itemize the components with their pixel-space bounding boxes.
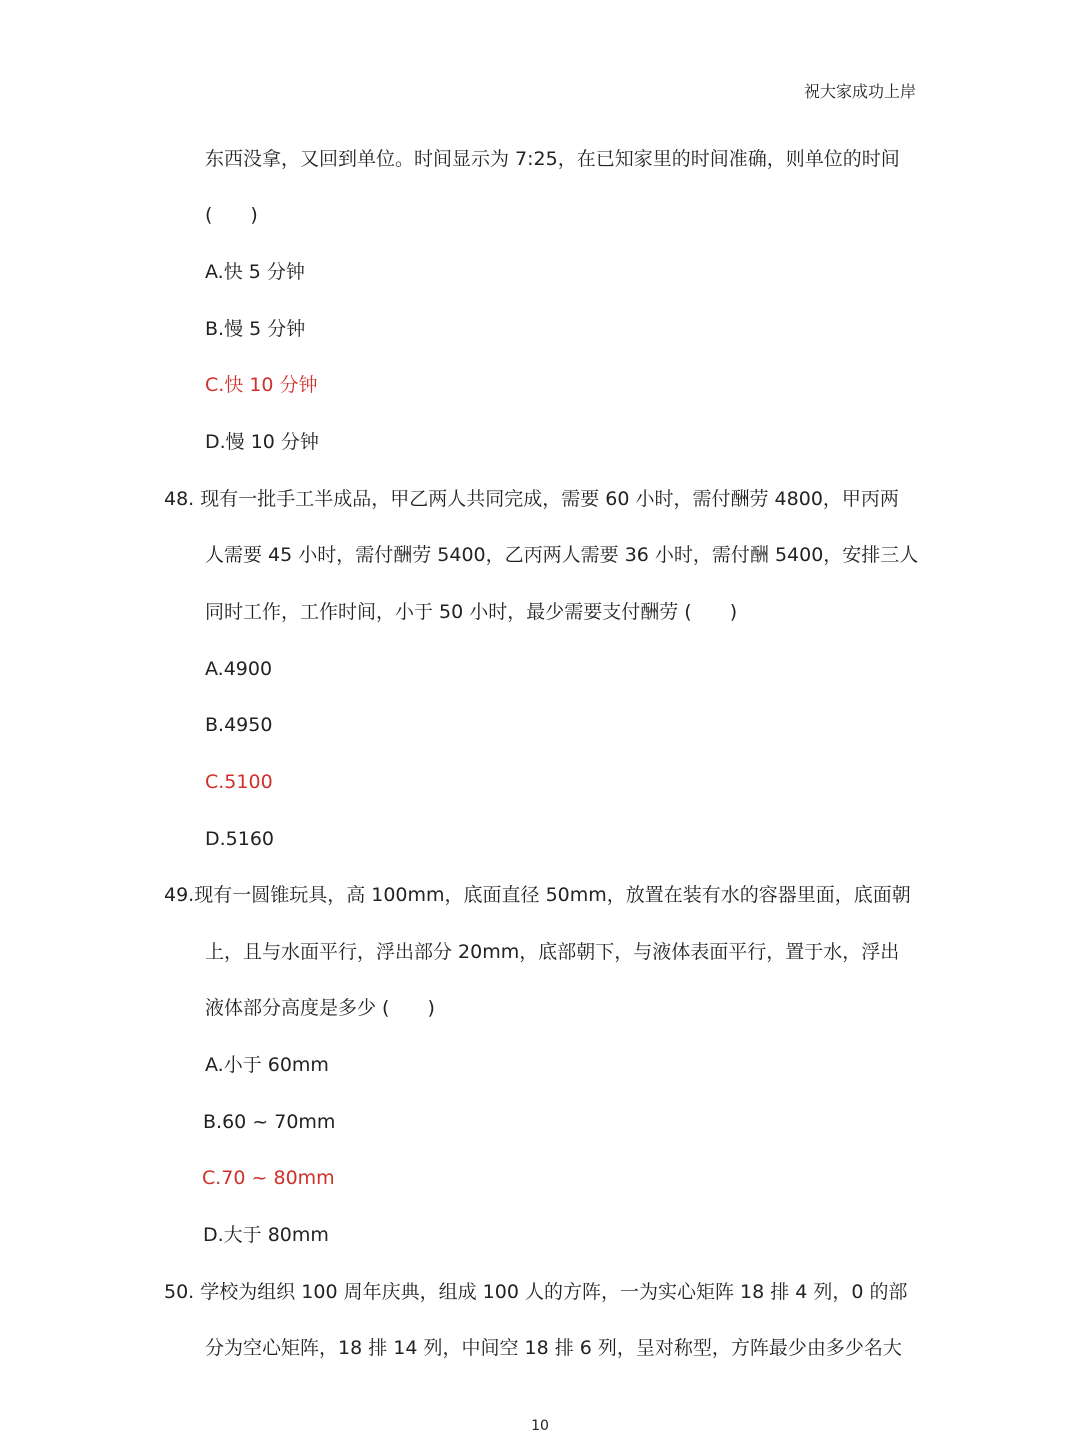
q49-option-a: A.小于 60mm <box>205 1054 329 1076</box>
q48-option-c-answer: C.5100 <box>205 771 273 793</box>
q47-option-a: A.快 5 分钟 <box>205 261 305 283</box>
q48-option-d: D.5160 <box>205 828 275 850</box>
page-number: 10 <box>531 1418 549 1434</box>
q48-stem-line-1: 48. 现有一批手工半成品，甲乙两人共同完成，需要 60 小时，需付酬劳 4800，甲丙两 <box>164 488 899 510</box>
q47-option-c-answer: C.快 10 分钟 <box>205 374 318 396</box>
q48-stem-line-3: 同时工作，工作时间，小于 50 小时，最少需要支付酬劳 ( ) <box>205 601 738 623</box>
q50-stem-line-2: 分为空心矩阵，18 排 14 列，中间空 18 排 6 列，呈对称型，方阵最少由多少名大 <box>205 1337 902 1359</box>
q48-stem-line-2: 人需要 45 小时，需付酬劳 5400，乙丙两人需要 36 小时，需付酬 5400，安排三人 <box>205 544 919 566</box>
q49-stem-line-3: 液体部分高度是多少 ( ) <box>205 997 435 1019</box>
q49-stem-line-1: 49.现有一圆锥玩具，高 100mm，底面直径 50mm，放置在装有水的容器里面，底面朝 <box>164 884 911 906</box>
header-slogan: 祝大家成功上岸 <box>803 82 916 101</box>
q47-continuation: 东西没拿，又回到单位。时间显示为 7:25，在已知家里的时间准确，则单位的时间 <box>205 148 900 170</box>
q49-option-d: D.大于 80mm <box>203 1224 329 1246</box>
q49-option-b: B.60 ~ 70mm <box>203 1111 336 1133</box>
q48-option-b: B.4950 <box>205 714 273 736</box>
q49-stem-line-2: 上，且与水面平行，浮出部分 20mm，底部朝下，与液体表面平行，置于水，浮出 <box>205 941 900 963</box>
q47-blank: ( ) <box>205 204 258 226</box>
q49-option-c-answer: C.70 ~ 80mm <box>202 1167 335 1189</box>
q50-stem-line-1: 50. 学校为组织 100 周年庆典，组成 100 人的方阵，一为实心矩阵 18 排 4 列，0 的部 <box>164 1281 908 1303</box>
q47-option-d: D.慢 10 分钟 <box>205 431 319 453</box>
q47-option-b: B.慢 5 分钟 <box>205 318 306 340</box>
q48-option-a: A.4900 <box>205 658 273 680</box>
